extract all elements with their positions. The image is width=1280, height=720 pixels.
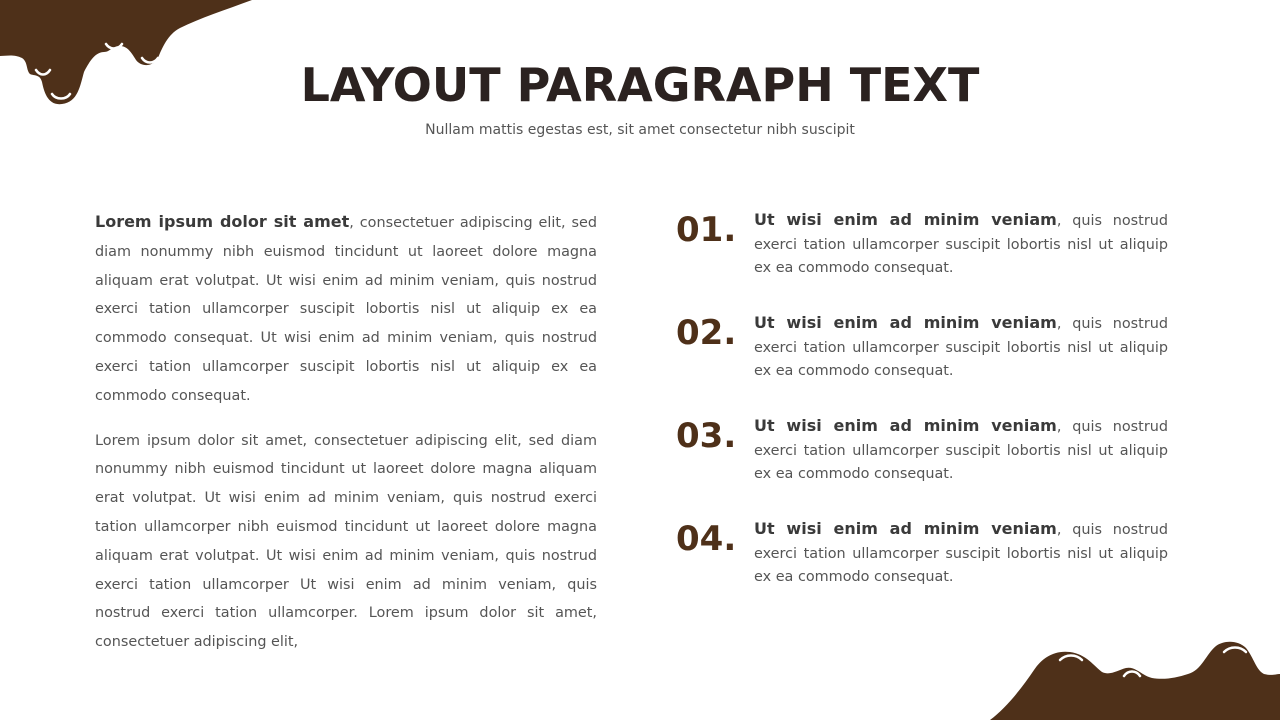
item-lead: Ut wisi enim ad minim veniam (754, 519, 1057, 538)
item-text (754, 517, 1168, 590)
list-item-02 (676, 311, 1170, 391)
item-number: 02. (676, 313, 737, 353)
paragraph-1 (95, 208, 597, 411)
item-body: , quis nostrud exerci tation ullamcorper suscipit lobortis nisl ut aliquip ex ea commodo consequat. (754, 522, 1168, 585)
item-body: , quis nostrud exerci tation ullamcorper suscipit lobortis nisl ut aliquip ex ea commodo consequat. (754, 213, 1168, 276)
item-text (754, 208, 1168, 281)
item-number: 01. (676, 210, 737, 250)
item-lead: Ut wisi enim ad minim veniam (754, 416, 1057, 435)
list-item-03 (676, 414, 1170, 494)
item-text (754, 414, 1168, 487)
paragraph-1-body: , consectetuer adipiscing elit, sed diam nonummy nibh euismod tincidunt ut laoreet dolore magna aliquam erat volutpat. Ut wisi enim ad minim veniam, quis nostrud exerci tation ullamcorper suscipit lobortis nisl ut aliquip ex ea commodo consequat. Ut wisi enim ad minim veniam, quis nostrud exerci tation ullamcorper suscipit lobortis nisl ut aliquip ex ea commodo consequat. (95, 215, 597, 404)
item-number: 03. (676, 416, 737, 456)
item-body: , quis nostrud exerci tation ullamcorper suscipit lobortis nisl ut aliquip ex ea commodo consequat. (754, 419, 1168, 482)
page-subtitle: Nullam mattis egestas est, sit amet consectetur nibh suscipit (425, 122, 855, 138)
chocolate-drip-bottom-decoration (980, 640, 1280, 720)
list-item-01 (676, 208, 1170, 288)
item-number: 04. (676, 519, 737, 559)
item-body: , quis nostrud exerci tation ullamcorper suscipit lobortis nisl ut aliquip ex ea commodo consequat. (754, 316, 1168, 379)
page-title: LAYOUT PARAGRAPH TEXT (300, 58, 980, 112)
paragraph-2: Lorem ipsum dolor sit amet, consectetuer adipiscing elit, sed diam nonummy nibh euismod tincidunt ut laoreet dolore magna aliquam erat volutpat. Ut wisi enim ad minim veniam, quis nostrud exerci tation ullamcorper nibh euismod tincidunt ut laoreet dolore magna aliquam erat volutpat. Ut wisi enim ad minim veniam, quis nostrud exerci tation ullamcorper Ut wisi enim ad minim veniam, quis nostrud exerci tation ullamcorper. Lorem ipsum dolor sit amet, consectetuer adipiscing elit, (95, 432, 597, 651)
item-lead: Ut wisi enim ad minim veniam (754, 313, 1057, 332)
item-lead: Ut wisi enim ad minim veniam (754, 210, 1057, 229)
paragraph-1-lead: Lorem ipsum dolor sit amet (95, 212, 350, 231)
item-text (754, 311, 1168, 384)
list-item-04 (676, 517, 1170, 597)
left-text-column (95, 208, 597, 673)
